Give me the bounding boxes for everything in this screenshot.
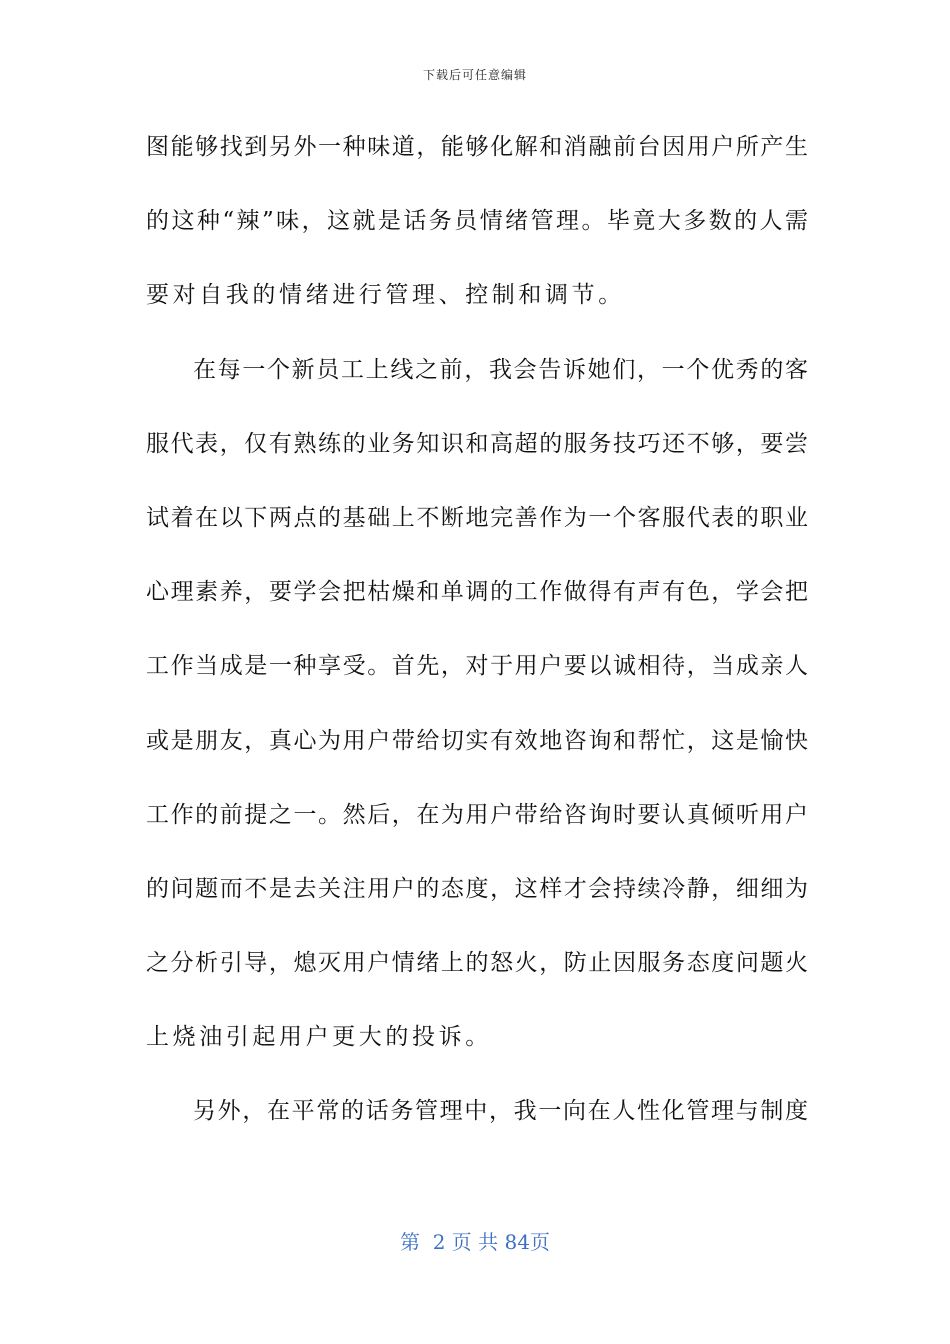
text-line: 或是朋友，真心为用户带给切实有效地咨询和帮忙，这是愉快 bbox=[146, 727, 808, 754]
text-line: 上烧油引起用户更大的投诉。 bbox=[146, 1024, 492, 1051]
text-line: 的这种“辣”味，这就是话务员情绪管理。毕竟大多数的人需 bbox=[146, 208, 808, 235]
document-body bbox=[146, 123, 808, 1162]
paragraph-1 bbox=[146, 123, 808, 346]
text-line: 工作的前提之一。然后，在为用户带给咨询时要认真倾听用户 bbox=[146, 801, 808, 828]
text-line: 心理素养，要学会把枯燥和单调的工作做得有声有色，学会把 bbox=[146, 579, 808, 606]
page-header: 下载后可任意编辑 bbox=[422, 68, 527, 82]
text-line: 服代表，仅有熟练的业务知识和高超的服务技巧还不够，要尝 bbox=[146, 430, 808, 457]
text-line: 试着在以下两点的基础上不断地完善作为一个客服代表的职业 bbox=[146, 504, 808, 531]
text-line: 图能够找到另外一种味道，能够化解和消融前台因用户所产生 bbox=[146, 134, 808, 160]
text-line: 在每一个新员工上线之前，我会告诉她们，一个优秀的客 bbox=[193, 356, 808, 383]
page-footer-page-number: 第 2 页 共 84页 bbox=[400, 1230, 550, 1254]
paragraph-2 bbox=[146, 346, 808, 1088]
text-line: 另外，在平常的话务管理中，我一向在人性化管理与制度 bbox=[193, 1098, 808, 1125]
text-line: 之分析引导，熄灭用户情绪上的怒火，防止因服务态度问题火 bbox=[146, 950, 808, 977]
text-line: 要对自我的情绪进行管理、控制和调节。 bbox=[146, 282, 625, 309]
text-line: 工作当成是一种享受。首先，对于用户要以诚相待，当成亲人 bbox=[146, 653, 808, 680]
text-line: 的问题而不是去关注用户的态度，这样才会持续冷静，细细为 bbox=[146, 875, 808, 902]
paragraph-3 bbox=[146, 1087, 808, 1161]
